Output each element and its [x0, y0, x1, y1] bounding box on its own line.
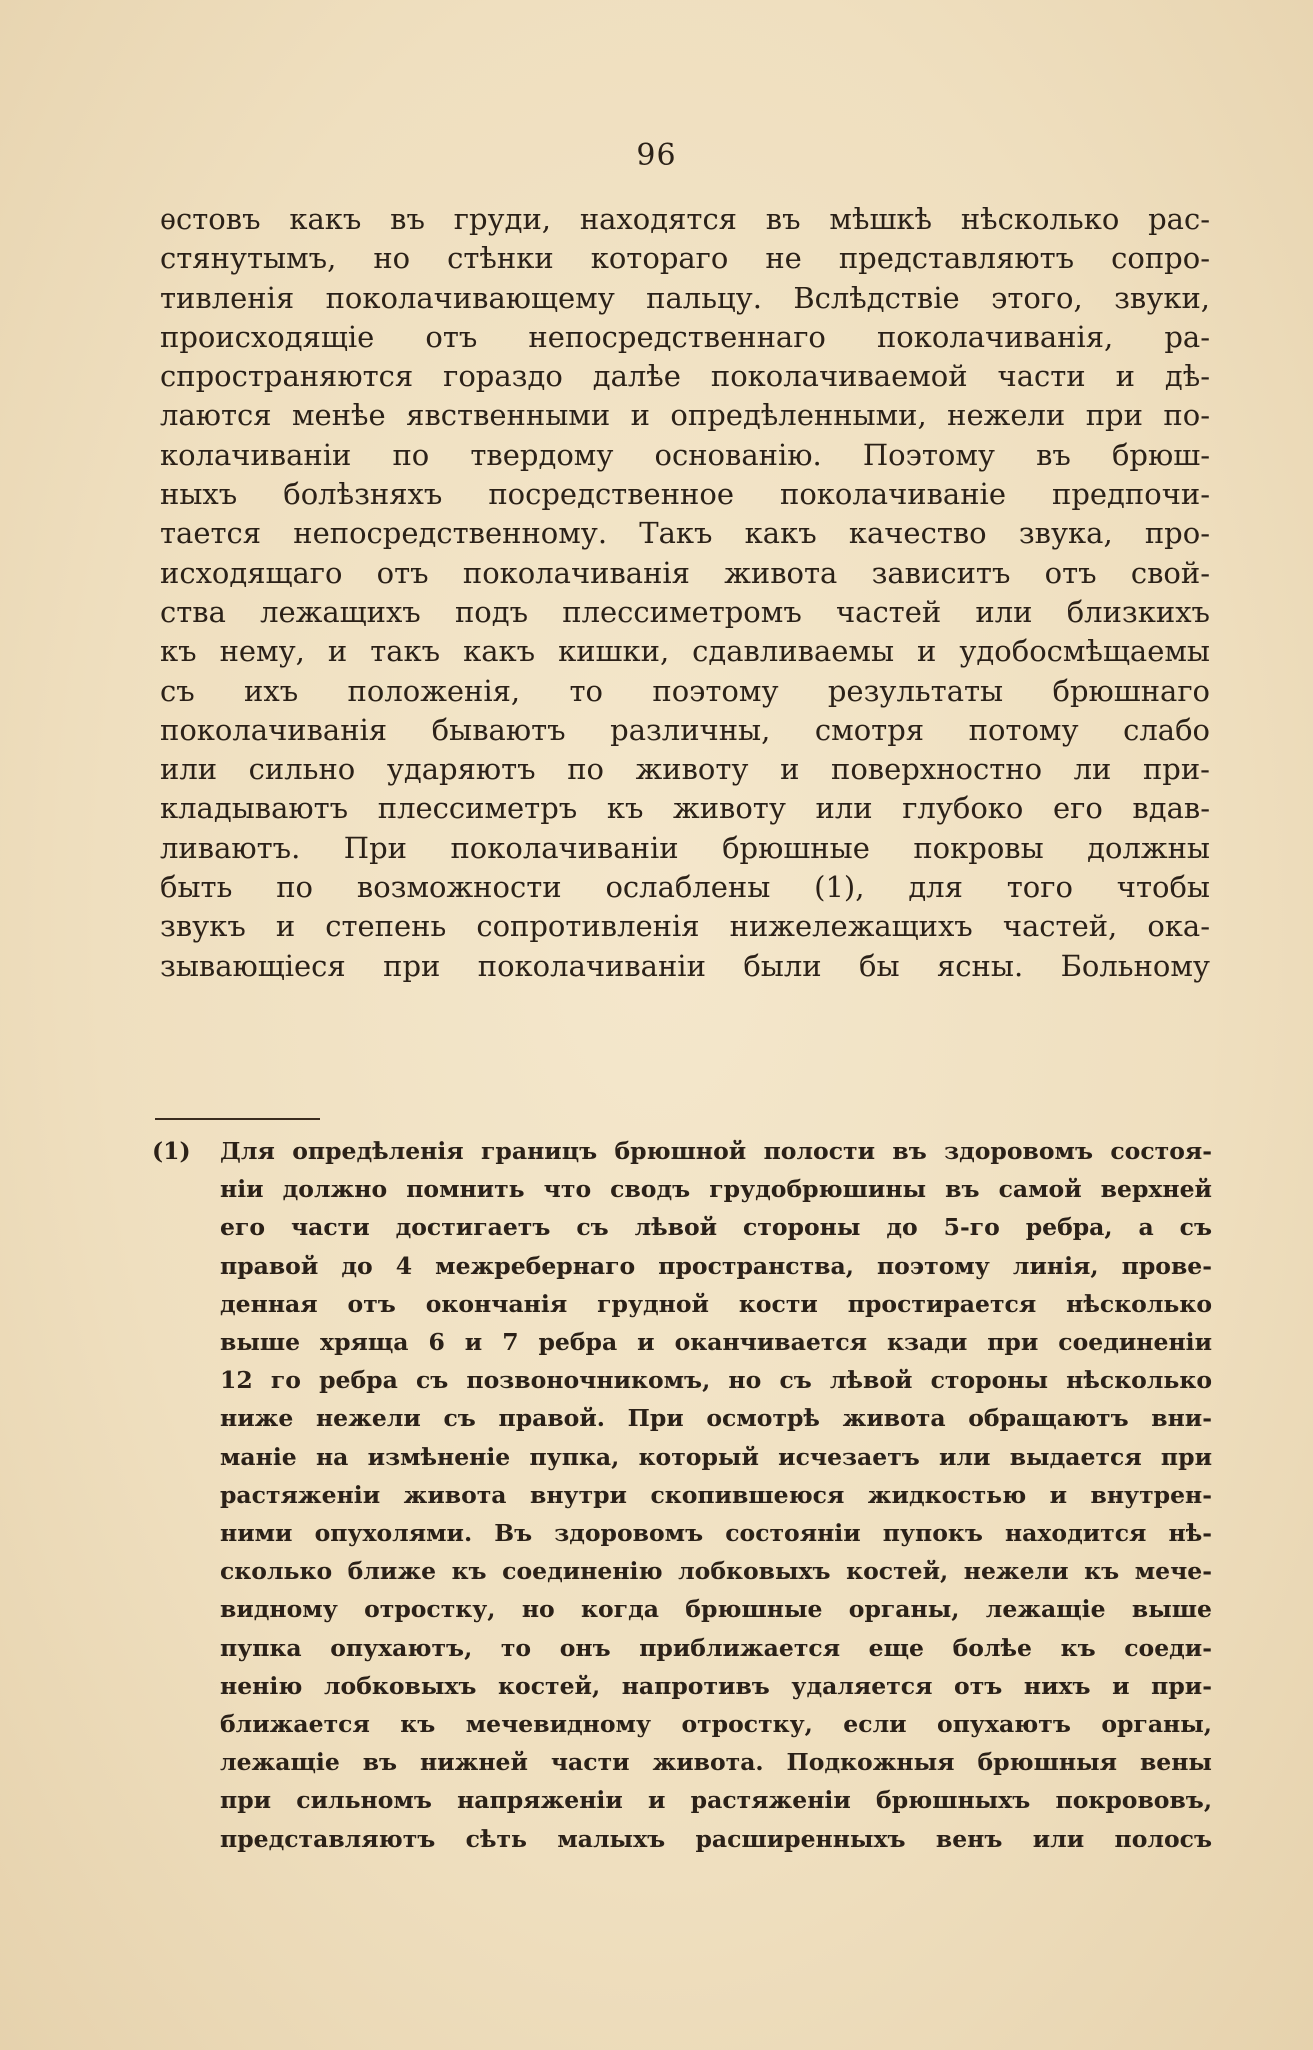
text-line: тивленія поколачивающему пальцу. Вслѣдствіе этого, звуки, — [160, 280, 1210, 315]
text-line: ства лежащихъ подъ плессиметромъ частей или близкихъ — [160, 594, 1210, 629]
footnote-line: пупка опухаютъ, то онъ приближается еще болѣе къ соеди- — [220, 1633, 1212, 1662]
footnote-line: видному отростку, но когда брюшные органы, лежащіе выше — [220, 1595, 1212, 1624]
footnote-line: ненію лобковыхъ костей, напротивъ удаляется отъ нихъ и при- — [220, 1671, 1212, 1700]
footnote-divider — [155, 1118, 320, 1120]
text-line: звукъ и степень сопротивленія нижележащихъ частей, ока- — [160, 909, 1210, 944]
text-line: кладываютъ плессиметръ къ животу или глубоко его вдав- — [160, 791, 1210, 826]
text-line: ѳстовъ какъ въ груди, находятся въ мѣшкѣ нѣсколько рас- — [160, 202, 1210, 236]
footnote-text — [220, 1132, 1212, 1858]
footnote-line: ближается къ мечевидному отростку, если опухаютъ органы, — [220, 1710, 1212, 1739]
footnote-line: ними опухолями. Въ здоровомъ состояніи пупокъ находится нѣ- — [220, 1519, 1212, 1548]
footnote-line: лежащіе въ нижней части живота. Подкожныя брюшныя вены — [220, 1748, 1212, 1777]
footnote-line: его части достигаетъ съ лѣвой стороны до 5-го ребра, а съ — [220, 1213, 1212, 1242]
text-line: съ ихъ положенія, то поэтому результаты брюшнаго — [160, 673, 1210, 708]
text-line: быть по возможности ослаблены (1), для того чтобы — [160, 870, 1210, 905]
footnote-line: представляютъ сѣть малыхъ расширенныхъ венъ или полосъ — [220, 1824, 1212, 1853]
footnote-line: выше хряща 6 и 7 ребра и оканчивается кзади при соединеніи — [220, 1328, 1212, 1357]
page-number: 96 — [636, 138, 677, 173]
text-line: исходящаго отъ поколачиванія живота зависитъ отъ свой- — [160, 555, 1210, 590]
footnote-line: правой до 4 межребернаго пространства, поэтому линія, прове- — [220, 1251, 1212, 1280]
footnote-line: денная отъ окончанія грудной кости простирается нѣсколько — [220, 1289, 1212, 1318]
footnote-line: сколько ближе къ соединенію лобковыхъ костей, нежели къ мече- — [220, 1557, 1212, 1586]
footnote-line: 12 го ребра съ позвоночникомъ, но съ лѣвой стороны нѣсколько — [220, 1366, 1212, 1395]
footnote-marker: (1) — [152, 1137, 191, 1165]
text-line: или сильно ударяютъ по животу и поверхностно ли при- — [160, 752, 1210, 787]
text-line: тается непосредственному. Такъ какъ качество звука, про- — [160, 516, 1210, 551]
footnote-line: ниже нежели съ правой. При осмотрѣ живота обращаютъ вни- — [220, 1404, 1212, 1433]
text-line: ныхъ болѣзняхъ посредственное поколачиваніе предпочи- — [160, 477, 1210, 512]
text-line: происходящіе отъ непосредственнаго поколачиванія, ра- — [160, 319, 1210, 354]
text-line: спространяются гораздо далѣе поколачиваемой части и дѣ- — [160, 359, 1210, 394]
footnote-line: при сильномъ напряженіи и растяженіи брюшныхъ покрововъ, — [220, 1786, 1212, 1815]
text-line: поколачиванія бываютъ различны, смотря потому слабо — [160, 712, 1210, 747]
text-line: къ нему, и такъ какъ кишки, сдавливаемы и удобосмѣщаемы — [160, 634, 1210, 669]
footnote-line: растяженіи живота внутри скопившеюся жидкостью и внутрен- — [220, 1480, 1212, 1509]
main-text — [160, 200, 1210, 986]
footnote-line: Для опредѣленія границъ брюшной полости въ здоровомъ состоя- — [220, 1137, 1212, 1165]
footnote-line: маніе на измѣненіе пупка, который исчезаетъ или выдается при — [220, 1442, 1212, 1471]
text-line: лаются менѣе явственными и опредѣленными, нежели при по- — [160, 398, 1210, 433]
text-line: колачиваніи по твердому основанію. Поэтому въ брюш- — [160, 437, 1210, 472]
text-line: зывающіеся при поколачиваніи были бы ясны. Больному — [160, 948, 1210, 983]
footnote-line: ніи должно помнить что сводъ грудобрюшины въ самой верхней — [220, 1175, 1212, 1204]
text-line: стянутымъ, но стѣнки котораго не представляютъ сопро- — [160, 241, 1210, 276]
text-line: ливаютъ. При поколачиваніи брюшные покровы должны — [160, 830, 1210, 865]
